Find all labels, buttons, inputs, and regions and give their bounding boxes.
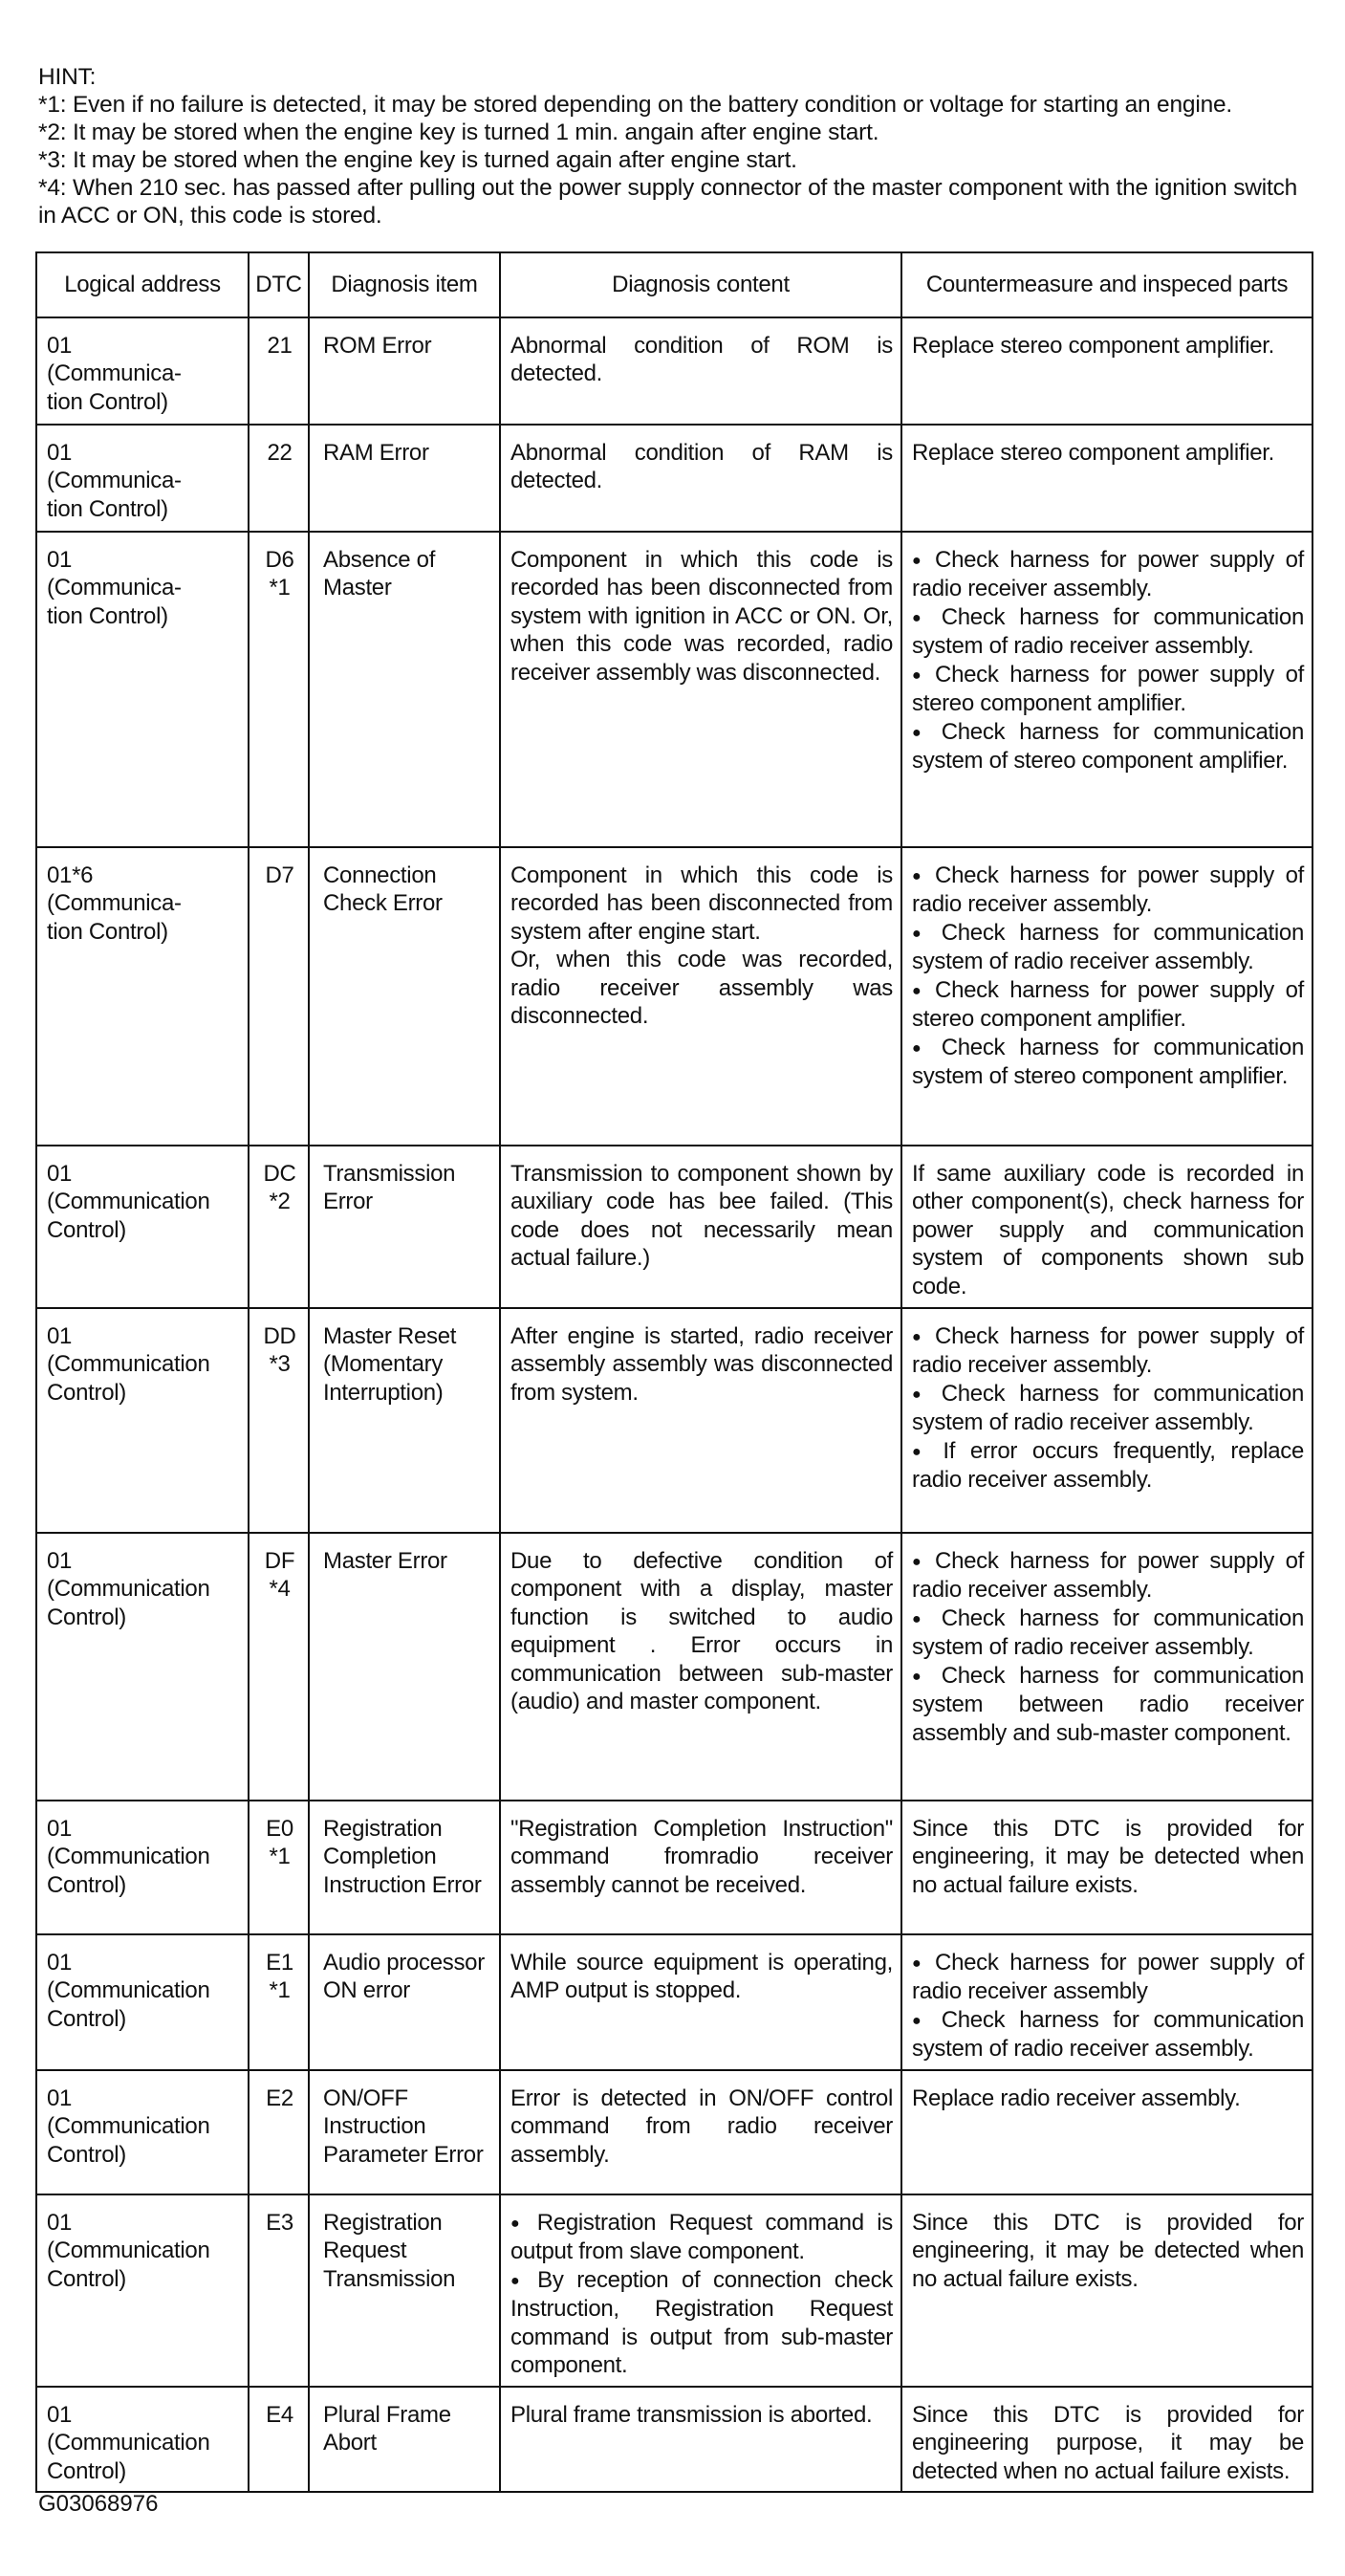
cell-diagnosis-item (309, 532, 500, 847)
bullet-item: ● By reception of connection check Instruction, Registration Request command is output from sub-master component. (510, 2266, 893, 2380)
cell-text: Control) (47, 2265, 126, 2292)
cell-countermeasure (901, 1801, 1312, 1934)
cell-dtc (249, 2387, 309, 2493)
cell-text: RAM Error (323, 439, 429, 466)
cell-text: Registration Completion Instruction Error (323, 1815, 482, 1898)
cell-diagnosis-content (500, 1533, 901, 1801)
hint-line: *4: When 210 sec. has passed after pulling out the power supply connector of the master component with the ignition switch in ACC or ON, this code is stored. (38, 175, 1304, 229)
bullet-item: ● Registration Request command is output from slave component. (510, 2209, 893, 2266)
cell-dtc (249, 2070, 309, 2194)
bullet-item: ● Check harness for power supply of radio receiver assembly. (912, 546, 1304, 603)
cell-text: 01 (47, 1322, 73, 1349)
cell-text: tion Control) (47, 388, 168, 415)
cell-dtc (249, 1934, 309, 2070)
cell-text: tion Control) (47, 918, 168, 945)
bullet-item: ● Check harness for communication system of radio receiver assembly. (912, 1380, 1304, 1437)
cell-text: 01 (47, 2209, 73, 2236)
cell-logical-address (36, 2070, 249, 2194)
cell-diagnosis-item (309, 2387, 500, 2493)
cell-logical-address (36, 1308, 249, 1533)
cell-text: Transmission to component shown by auxiliary code has bee failed. (This code does not necessarily mean actual failure.) (510, 1160, 893, 1271)
bullet-item: ● Check harness for power supply of radio receiver assembly (912, 1949, 1304, 2006)
cell-text: Replace stereo component amplifier. (912, 332, 1275, 359)
cell-text: Abnormal condition of RAM is detected. (510, 439, 893, 493)
cell-text: (Communica- (47, 890, 182, 916)
cell-diagnosis-item (309, 1308, 500, 1533)
cell-text: Control) (47, 1216, 126, 1243)
cell-diagnosis-item (309, 425, 500, 532)
bullet-item: ● Check harness for communication system of radio receiver assembly. (912, 919, 1304, 976)
cell-dtc (249, 1308, 309, 1533)
cell-countermeasure (901, 532, 1312, 847)
bullet-item: ● Check harness for power supply of stereo component amplifier. (912, 976, 1304, 1034)
cell-countermeasure (901, 2070, 1312, 2194)
cell-text: Control) (47, 2141, 126, 2168)
cell-text: 01*6 (47, 862, 94, 888)
cell-diagnosis-item (309, 317, 500, 425)
bullet-item: ● Check harness for power supply of radio receiver assembly. (912, 1322, 1304, 1380)
cell-text: Abnormal condition of ROM is detected. (510, 332, 893, 386)
cell-text: Control) (47, 1871, 126, 1898)
cell-text: Error is detected in ON/OFF control command from radio receiver assembly. (510, 2085, 893, 2168)
cell-dtc (249, 847, 309, 1146)
bullet-item: ● Check harness for communication system of stereo component amplifier. (912, 1034, 1304, 1091)
cell-text: Component in which this code is recorded has been disconnected from system after engine start. (510, 862, 893, 945)
cell-text: D7 (265, 862, 294, 888)
bullet-item: ● Check harness for communication system of radio receiver assembly. (912, 603, 1304, 661)
cell-text: (Communication (47, 1576, 210, 1602)
cell-diagnosis-item (309, 1146, 500, 1308)
cell-text: Connection Check Error (323, 862, 443, 916)
cell-text: (Communication (47, 1844, 210, 1869)
cell-text: Master Error (323, 1547, 447, 1574)
cell-text: E3 (266, 2209, 293, 2236)
cell-text: 01 (47, 1949, 73, 1976)
table-row (36, 1308, 1312, 1533)
hint-line: *3: It may be stored when the engine key is turned again after engine start. (38, 147, 797, 173)
bullet-item: ● Check harness for communication system of stereo component amplifier. (912, 718, 1304, 775)
cell-text: Since this DTC is provided for engineering purpose, it may be detected when no actual failure exists. (912, 2401, 1304, 2484)
cell-text: (Communica- (47, 360, 182, 386)
cell-text: (Communication (47, 1351, 210, 1377)
table-row (36, 532, 1312, 847)
table-row (36, 1533, 1312, 1801)
table-row (36, 847, 1312, 1146)
cell-text: E0 (266, 1815, 293, 1842)
cell-text: ROM Error (323, 332, 432, 359)
cell-dtc (249, 2194, 309, 2387)
cell-text: (Communica- (47, 468, 182, 493)
table-row (36, 1801, 1312, 1934)
bullet-item: ● Check harness for communication system of radio receiver assembly. (912, 2006, 1304, 2063)
cell-text: ON/OFF Instruction Parameter Error (323, 2085, 484, 2168)
table-row (36, 2194, 1312, 2387)
cell-text: Since this DTC is provided for engineering, it may be detected when no actual failure exists. (912, 2209, 1304, 2292)
cell-countermeasure (901, 847, 1312, 1146)
cell-countermeasure (901, 1146, 1312, 1308)
cell-text: Control) (47, 1604, 126, 1630)
cell-text: Or, when this code was recorded, radio receiver assembly was disconnected. (510, 947, 893, 1029)
cell-logical-address (36, 1533, 249, 1801)
cell-logical-address (36, 425, 249, 532)
cell-diagnosis-item (309, 847, 500, 1146)
cell-text: Control) (47, 1379, 126, 1406)
cell-diagnosis-content (500, 1801, 901, 1934)
table-row (36, 2387, 1312, 2493)
cell-dtc (249, 1533, 309, 1801)
cell-text: *2 (269, 1189, 291, 1214)
cell-text: DD (263, 1322, 296, 1349)
cell-text: (Communica- (47, 575, 182, 600)
cell-text: Plural frame transmission is aborted. (510, 2401, 873, 2428)
bullet-item: ● Check harness for communication system of radio receiver assembly. (912, 1605, 1304, 1662)
cell-diagnosis-content (500, 2194, 901, 2387)
cell-text: Registration Request Transmission (323, 2209, 456, 2292)
cell-text: DF (264, 1547, 295, 1574)
cell-logical-address (36, 1801, 249, 1934)
cell-text: Replace radio receiver assembly. (912, 2085, 1241, 2111)
cell-countermeasure (901, 1934, 1312, 2070)
table-row (36, 1934, 1312, 2070)
cell-text: *4 (269, 1576, 291, 1602)
cell-text: Replace stereo component amplifier. (912, 439, 1275, 466)
cell-text: E4 (266, 2401, 293, 2428)
cell-text: (Communication (47, 2113, 210, 2139)
table-row (36, 317, 1312, 425)
bullet-item: ● Check harness for power supply of stereo component amplifier. (912, 661, 1304, 718)
cell-diagnosis-item (309, 1533, 500, 1801)
cell-diagnosis-item (309, 1934, 500, 2070)
hint-line: *1: Even if no failure is detected, it may be stored depending on the battery condition or voltage for starting an engine. (38, 92, 1233, 118)
cell-text: Since this DTC is provided for engineering, it may be detected when no actual failure exists. (912, 1815, 1304, 1898)
cell-text: Absence of Master (323, 546, 436, 600)
cell-text: 01 (47, 1160, 73, 1187)
cell-diagnosis-content (500, 2387, 901, 2493)
table-row (36, 1146, 1312, 1308)
table-header-row (36, 252, 1312, 317)
cell-text: 01 (47, 1815, 73, 1842)
cell-diagnosis-content (500, 1308, 901, 1533)
cell-text: 01 (47, 2085, 73, 2111)
cell-text: Master Reset (Momentary Interruption) (323, 1322, 457, 1406)
cell-logical-address (36, 532, 249, 847)
hint-block (38, 63, 1310, 229)
dtc-table (35, 251, 1313, 2493)
cell-countermeasure (901, 317, 1312, 425)
cell-logical-address (36, 1934, 249, 2070)
cell-text: (Communication (47, 1977, 210, 2003)
hint-title: HINT: (38, 64, 97, 90)
cell-logical-address (36, 2387, 249, 2493)
table-body (36, 317, 1312, 2493)
cell-text: *1 (269, 575, 291, 600)
cell-diagnosis-content (500, 317, 901, 425)
cell-dtc (249, 317, 309, 425)
cell-diagnosis-content (500, 847, 901, 1146)
cell-logical-address (36, 1146, 249, 1308)
cell-text: *1 (269, 1844, 291, 1869)
cell-text: DC (263, 1160, 296, 1187)
cell-text: E2 (266, 2085, 293, 2111)
cell-dtc (249, 1801, 309, 1934)
cell-text: Transmission Error (323, 1160, 456, 1214)
cell-text: (Communication (47, 2430, 210, 2456)
cell-countermeasure (901, 1308, 1312, 1533)
cell-text: (Communication (47, 2238, 210, 2263)
cell-countermeasure (901, 2387, 1312, 2493)
column-header-dtc: DTC (249, 252, 309, 317)
cell-diagnosis-content (500, 425, 901, 532)
cell-text: E1 (266, 1949, 293, 1976)
cell-text: 01 (47, 1547, 73, 1574)
cell-diagnosis-item (309, 1801, 500, 1934)
cell-text: (Communication (47, 1189, 210, 1214)
cell-diagnosis-content (500, 532, 901, 847)
bullet-item: ● Check harness for communication system between radio receiver assembly and sub-master component. (912, 1662, 1304, 1748)
cell-text: Due to defective condition of component with a display, master function is switched to audio equipment . Error occurs in communication between sub-master (audio) and master component. (510, 1547, 893, 1714)
cell-text: 01 (47, 439, 73, 466)
cell-dtc (249, 425, 309, 532)
cell-text: 01 (47, 546, 73, 573)
cell-diagnosis-content (500, 2070, 901, 2194)
figure-id: G03068976 (38, 2491, 159, 2517)
cell-text: 01 (47, 332, 73, 359)
cell-text: Component in which this code is recorded has been disconnected from system with ignition in ACC or ON. Or, when this code was recorded, radio receiver assembly was disconnected. (510, 546, 893, 686)
cell-text: tion Control) (47, 495, 168, 522)
cell-logical-address (36, 317, 249, 425)
column-header-logical-address: Logical address (36, 252, 249, 317)
bullet-item: ● Check harness for power supply of radio receiver assembly. (912, 1547, 1304, 1605)
bullet-item: ● If error occurs frequently, replace radio receiver assembly. (912, 1437, 1304, 1495)
cell-text: Plural Frame Abort (323, 2401, 451, 2456)
cell-logical-address (36, 2194, 249, 2387)
column-header-diagnosis-item: Diagnosis item (309, 252, 500, 317)
column-header-diagnosis-content: Diagnosis content (500, 252, 901, 317)
cell-diagnosis-content (500, 1934, 901, 2070)
cell-text: After engine is started, radio receiver assembly assembly was disconnected from system. (510, 1322, 893, 1406)
cell-text: While source equipment is operating, AMP output is stopped. (510, 1949, 893, 2003)
cell-logical-address (36, 847, 249, 1146)
cell-text: Control) (47, 2457, 126, 2484)
hint-line: *2: It may be stored when the engine key is turned 1 min. angain after engine start. (38, 120, 879, 145)
cell-diagnosis-item (309, 2194, 500, 2387)
cell-diagnosis-content (500, 1146, 901, 1308)
cell-text: If same auxiliary code is recorded in other component(s), check harness for power supply and communication system of components shown sub code. (912, 1160, 1304, 1299)
cell-text: "Registration Completion Instruction" command fromradio receiver assembly cannot be received. (510, 1815, 893, 1898)
cell-text: tion Control) (47, 602, 168, 629)
cell-countermeasure (901, 1533, 1312, 1801)
cell-countermeasure (901, 2194, 1312, 2387)
cell-text: D6 (265, 546, 294, 573)
cell-text: Control) (47, 2005, 126, 2032)
cell-diagnosis-item (309, 2070, 500, 2194)
column-header-countermeasure: Countermeasure and inspeced parts (901, 252, 1312, 317)
cell-countermeasure (901, 425, 1312, 532)
bullet-item: ● Check harness for power supply of radio receiver assembly. (912, 862, 1304, 919)
cell-text: 21 (267, 332, 293, 359)
cell-text: *1 (269, 1977, 291, 2003)
cell-dtc (249, 532, 309, 847)
cell-text: Audio processor ON error (323, 1949, 485, 2003)
cell-text: 22 (267, 439, 293, 466)
table-row (36, 2070, 1312, 2194)
table-row (36, 425, 1312, 532)
cell-text: 01 (47, 2401, 73, 2428)
cell-dtc (249, 1146, 309, 1308)
cell-text: *3 (269, 1351, 291, 1377)
